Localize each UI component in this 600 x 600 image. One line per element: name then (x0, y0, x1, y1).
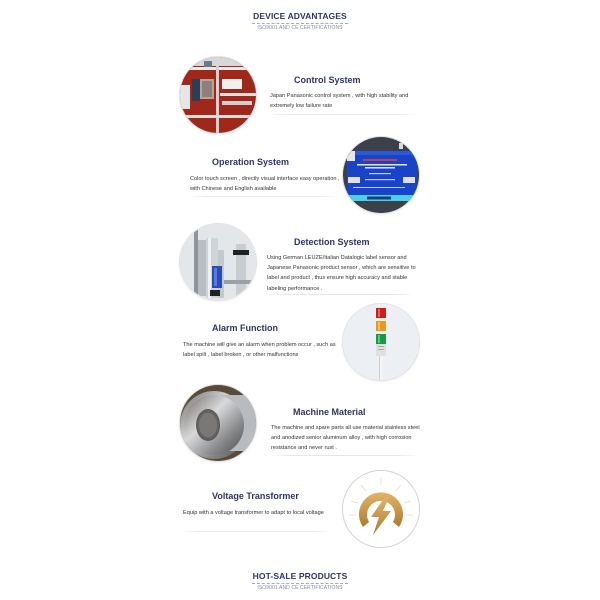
steel-coil-image (180, 385, 256, 461)
lightning-bolt-icon (343, 471, 419, 547)
dashed-divider (252, 583, 348, 584)
feature-divider (265, 294, 415, 295)
touch-screen-icon (343, 137, 419, 213)
touch-screen-image (343, 137, 419, 213)
sensor-icon (180, 224, 256, 300)
feature-title: Detection System (294, 237, 370, 247)
feature-description: Equip with a voltage transformer to adapt to local voltage (183, 510, 324, 516)
feature-description: The machine will give an alarm when problem occur , such as label spilt , label broken , or other malfunctions (183, 342, 336, 359)
feature-title: Control System (294, 75, 361, 85)
feature-description: The machine and spare parts all use material stainless steel and anodized senior aluminum alloy , with high corrosion resistance and never rust . (271, 425, 420, 452)
feature-title: Voltage Transformer (212, 491, 299, 501)
feature-divider (181, 531, 331, 532)
section-title: HOT-SALE PRODUCTS (252, 571, 348, 581)
sensor-image (180, 224, 256, 300)
section-subtitle: ISO9001 AND CE CERTIFICATIONS (257, 585, 343, 591)
feature-divider (188, 196, 338, 197)
feature-divider (269, 455, 419, 456)
feature-description: Using German LEUZE/Italian Datalogic label sensor and Japanese Panasonic product sensor , which are sensitive to label and product , thus ensure high accuracy and stable labeling performance . (267, 255, 416, 292)
section-header-hot-sale-products (0, 571, 600, 592)
feature-description: Japan Panasonic control system , with high stability and extremely low failure rate (270, 93, 409, 110)
section-header-device-advantages (0, 11, 600, 32)
signal-tower-image (343, 304, 419, 380)
signal-tower-light-icon (343, 304, 419, 380)
feature-title: Machine Material (293, 407, 366, 417)
feature-title: Alarm Function (212, 323, 279, 333)
steel-coil-icon (180, 385, 256, 461)
section-title: DEVICE ADVANTAGES (253, 11, 347, 21)
control-panel-image (180, 57, 256, 133)
feature-divider (268, 114, 418, 115)
control-panel-icon (180, 57, 256, 133)
voltage-transformer-image (343, 471, 419, 547)
dashed-divider (252, 23, 348, 24)
section-subtitle: ISO9001 AND CE CERTIFICATIONS (257, 25, 343, 31)
feature-description: Color touch screen , directly visual interface easy operation , with Chinese and English available (190, 176, 340, 193)
feature-title: Operation System (212, 157, 290, 167)
